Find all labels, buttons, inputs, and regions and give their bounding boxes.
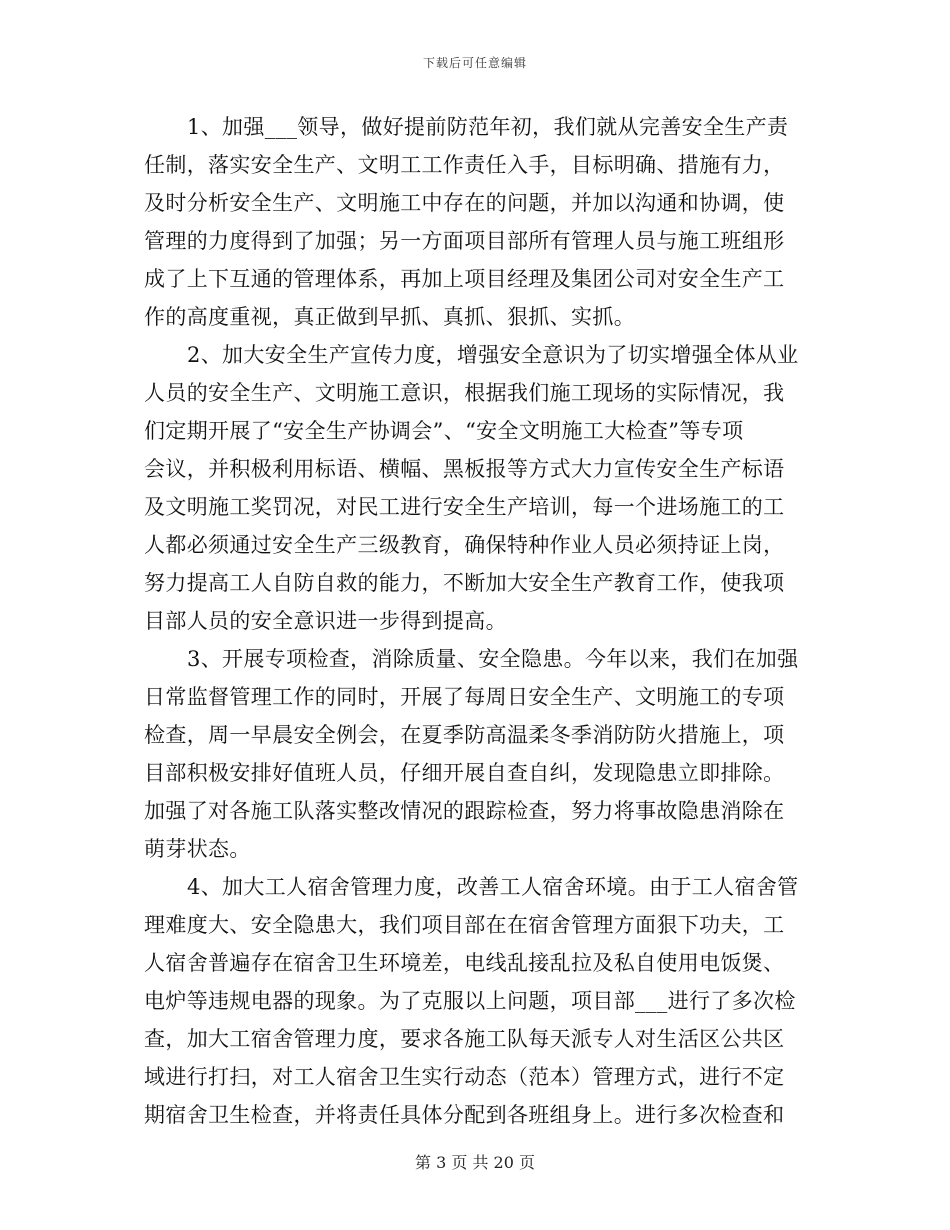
paragraph-3-line-4: 目部积极安排好值班人员，仔细开展自查自纠，发现隐患立即排除。 <box>144 761 785 785</box>
paragraph-4-line-2: 理难度大、安全隐患大，我们项目部在在宿舍管理方面狠下功夫，工 <box>144 913 785 937</box>
paragraph-4-line-5: 查，加大工宿舍管理力度，要求各施工队每天派专人对生活区公共区 <box>144 1027 785 1051</box>
paragraph-4-line-6: 域进行打扫，对工人宿舍卫生实行动态（范本）管理方式，进行不定 <box>144 1065 785 1089</box>
paragraph-2-line-5: 及文明施工奖罚况，对民工进行安全生产培训，每一个进场施工的工 <box>144 495 785 519</box>
paragraph-4-line-3: 人宿舍普遍存在宿舍卫生环境差，电线乱接乱拉及私自使用电饭煲、 <box>144 951 785 975</box>
paragraph-2-line-7: 努力提高工人自防自救的能力，不断加大安全生产教育工作，使我项 <box>144 571 785 595</box>
page-number-footer: 第 3 页 共 20 页 <box>415 1153 535 1172</box>
paragraph-1-line-3: 及时分析安全生产、文明施工中存在的问题，并加以沟通和协调，使 <box>144 191 785 215</box>
paragraph-1-line-1: 1、加强___领导，做好提前防范年初，我们就从完善安全生产责 <box>187 115 789 139</box>
paragraph-2-line-3: 们定期开展了“安全生产协调会”、“安全文明施工大检查”等专项 <box>144 419 744 443</box>
paragraph-4-line-4: 电炉等违规电器的现象。为了克服以上问题，项目部___进行了多次检 <box>144 989 796 1013</box>
paragraph-3-line-5: 加强了对各施工队落实整改情况的跟踪检查，努力将事故隐患消除在 <box>144 799 785 823</box>
paragraph-2-line-8: 目部人员的安全意识进一步得到提高。 <box>144 609 507 633</box>
paragraph-2-line-2: 人员的安全生产、文明施工意识，根据我们施工现场的实际情况，我 <box>144 381 785 405</box>
paragraph-3-line-6: 萌芽状态。 <box>144 837 251 861</box>
paragraph-3-line-3: 检查，周一早晨安全例会，在夏季防高温柔冬季消防防火措施上，项 <box>144 723 785 747</box>
paragraph-2-line-4: 会议，并积极利用标语、横幅、黑板报等方式大力宣传安全生产标语 <box>144 457 785 481</box>
paragraph-4-line-7: 期宿舍卫生检查，并将责任具体分配到各班组身上。进行多次检查和 <box>144 1103 785 1127</box>
paragraph-4-line-1: 4、加大工人宿舍管理力度，改善工人宿舍环境。由于工人宿舍管 <box>187 875 799 899</box>
paragraph-3-line-2: 日常监督管理工作的同时，开展了每周日安全生产、文明施工的专项 <box>144 685 785 709</box>
paragraph-1-line-2: 任制，落实安全生产、文明工工作责任入手，目标明确、措施有力， <box>144 153 785 177</box>
paragraph-2-line-6: 人都必须通过安全生产三级教育，确保特种作业人员必须持证上岗， <box>144 533 785 557</box>
paragraph-2-line-1: 2、加大安全生产宣传力度，增强安全意识为了切实增强全体从业 <box>187 343 799 367</box>
paragraph-1-line-6: 作的高度重视，真正做到早抓、真抓、狠抓、实抓。 <box>144 305 636 329</box>
page-header-note: 下载后可任意编辑 <box>422 56 527 70</box>
paragraph-1-line-4: 管理的力度得到了加强；另一方面项目部所有管理人员与施工班组形 <box>144 229 785 253</box>
paragraph-1-line-5: 成了上下互通的管理体系，再加上项目经理及集团公司对安全生产工 <box>144 267 785 291</box>
document-body <box>144 108 810 1134</box>
paragraph-3-line-1: 3、开展专项检查，消除质量、安全隐患。今年以来，我们在加强 <box>187 647 799 671</box>
